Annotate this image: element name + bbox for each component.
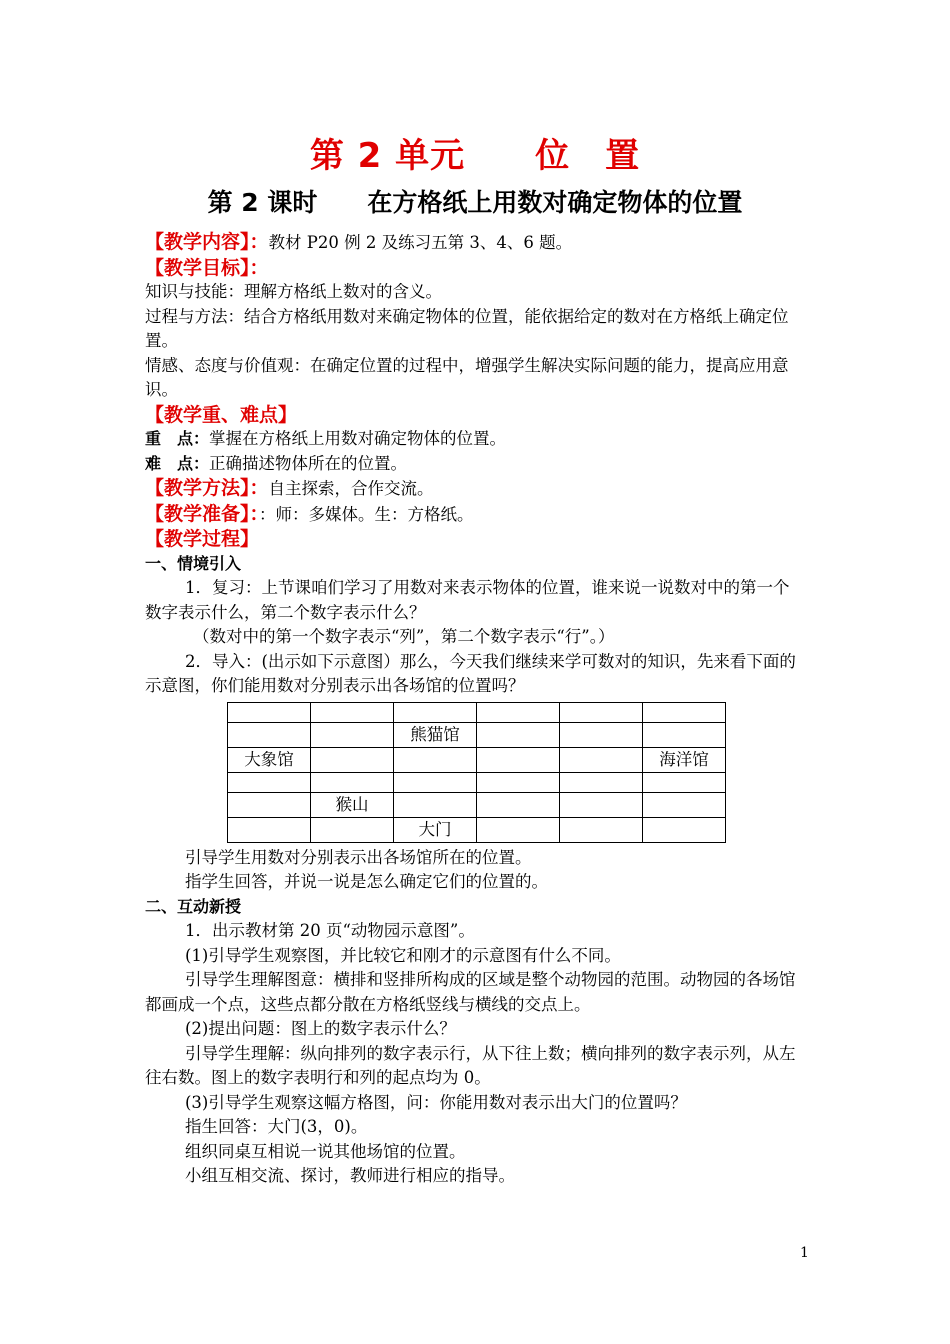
section2-paragraph: (2)提出问题：图上的数字表示什么？ (185, 1019, 456, 1038)
grid-cell: 大象馆 (228, 747, 311, 772)
grid-cell (477, 817, 560, 842)
table-row (228, 722, 726, 747)
grid-cell: 海洋馆 (643, 747, 726, 772)
difficulty-text: 正确描述物体所在的位置。 (209, 453, 408, 473)
focus-text: 掌握在方格纸上用数对确定物体的位置。 (209, 429, 507, 448)
zoo-grid-table (227, 702, 726, 843)
grid-cell: 猴山 (311, 792, 394, 817)
grid-cell (643, 792, 726, 817)
grid-cell (394, 747, 477, 772)
grid-cell (560, 702, 643, 722)
content-text: 教材 P20 例 2 及练习五第 3、4、6 题。 (268, 233, 573, 252)
grid-cell (560, 792, 643, 817)
content-label: 【教学内容】： (145, 231, 269, 253)
grid-cell (560, 722, 643, 747)
grid-cell (228, 792, 311, 817)
key-points-label: 【教学重、难点】 (145, 403, 298, 426)
content-line (145, 230, 805, 256)
section1-paragraph: 1．复习：上节课咱们学习了用数对来表示物体的位置，谁来说一说数对中的第一个数字表示什么，第二个数字表示什么？ (145, 578, 790, 622)
grid-cell (560, 817, 643, 842)
grid-cell (228, 702, 311, 722)
section1-heading: 一、情境引入 (145, 553, 242, 573)
grid-cell (477, 702, 560, 722)
section2-paragraph: 引导学生理解图意：横排和竖排所构成的区域是整个动物园的范围。动物园的各场馆都画成一个点，这些点都分散在方格纸竖线与横线的交点上。 (145, 970, 796, 1014)
grid-cell (560, 747, 643, 772)
table-row (228, 792, 726, 817)
section2-paragraph: 引导学生理解：纵向排列的数字表示行，从下往上数；横向排列的数字表示列，从左往右数。图上的数字表明行和列的起点均为 0。 (145, 1043, 796, 1087)
grid-cell (311, 817, 394, 842)
section2-paragraph: 1．出示教材第 20 页“动物园示意图”。 (185, 921, 475, 940)
lesson-subtitle: 第 2 课时 在方格纸上用数对确定物体的位置 (207, 188, 743, 217)
grid-cell (643, 702, 726, 722)
prep-line (145, 502, 805, 528)
focus-line (145, 427, 805, 452)
section1-paragraph: （数对中的第一个数字表示“列”，第二个数字表示“行”。） (193, 627, 615, 646)
grid-cell (643, 772, 726, 792)
method-label: 【教学方法】： (145, 477, 269, 499)
method-text: 自主探索，合作交流。 (268, 479, 434, 498)
document-body (145, 230, 805, 1189)
grid-cell (311, 747, 394, 772)
grid-cell (643, 722, 726, 747)
table-row (228, 772, 726, 792)
prep-label: 【教学准备】： (145, 502, 260, 525)
grid-cell (228, 817, 311, 842)
prep-text: ：师：多媒体。生：方格纸。 (259, 504, 474, 524)
difficulty-line (145, 452, 805, 477)
grid-cell (560, 772, 643, 792)
grid-cell (477, 722, 560, 747)
section1-paragraph: 2．导入：(出示如下示意图）那么，今天我们继续来学可数对的知识，先来看下面的示意图，你们能用数对分别表示出各场馆的位置吗？ (145, 651, 796, 695)
section2-paragraph: 指生回答：大门(3，0)。 (185, 1117, 368, 1136)
section1-paragraph: 引导学生用数对分别表示出各场馆所在的位置。 (185, 847, 532, 867)
goals-label: 【教学目标】： (145, 256, 269, 279)
grid-cell (228, 772, 311, 792)
section2-paragraph: (1)引导学生观察图，并比较它和刚才的示意图有什么不同。 (185, 945, 621, 965)
grid-cell (228, 722, 311, 747)
method-line (145, 476, 805, 502)
grid-cell (311, 772, 394, 792)
grid-cell (477, 792, 560, 817)
section2-paragraph: 组织同桌互相说一说其他场馆的位置。 (185, 1141, 466, 1161)
grid-cell (394, 702, 477, 722)
unit-title: 第 2 单元 位 置 (309, 136, 641, 176)
table-row (228, 747, 726, 772)
section2-paragraph: (3)引导学生观察这幅方格图，问：你能用数对表示出大门的位置吗？ (185, 1092, 687, 1112)
grid-cell (643, 817, 726, 842)
grid-cell (477, 772, 560, 792)
table-row (228, 817, 726, 842)
grid-cell (394, 792, 477, 817)
table-row (228, 702, 726, 722)
grid-cell (311, 702, 394, 722)
focus-label: 重 点： (145, 429, 210, 448)
grid-cell (311, 722, 394, 747)
page-number: 1 (800, 1245, 809, 1261)
section1-paragraph: 指学生回答，并说一说是怎么确定它们的位置的。 (185, 872, 548, 891)
section2-heading: 二、互动新授 (145, 896, 242, 916)
grid-cell: 熊猫馆 (394, 722, 477, 747)
goal-item: 过程与方法：结合方格纸用数对来确定物体的位置，能依据给定的数对在方格纸上确定位置。 (145, 306, 789, 350)
difficulty-label: 难 点： (145, 453, 210, 473)
goal-item: 情感、态度与价值观：在确定位置的过程中，增强学生解决实际问题的能力，提高应用意识。 (145, 355, 789, 399)
grid-cell (394, 772, 477, 792)
grid-cell (477, 747, 560, 772)
goal-item: 知识与技能：理解方格纸上数对的含义。 (145, 282, 442, 301)
process-label: 【教学过程】 (145, 528, 260, 550)
section2-paragraph: 小组互相交流、探讨，教师进行相应的指导。 (185, 1166, 515, 1185)
grid-cell: 大门 (394, 817, 477, 842)
